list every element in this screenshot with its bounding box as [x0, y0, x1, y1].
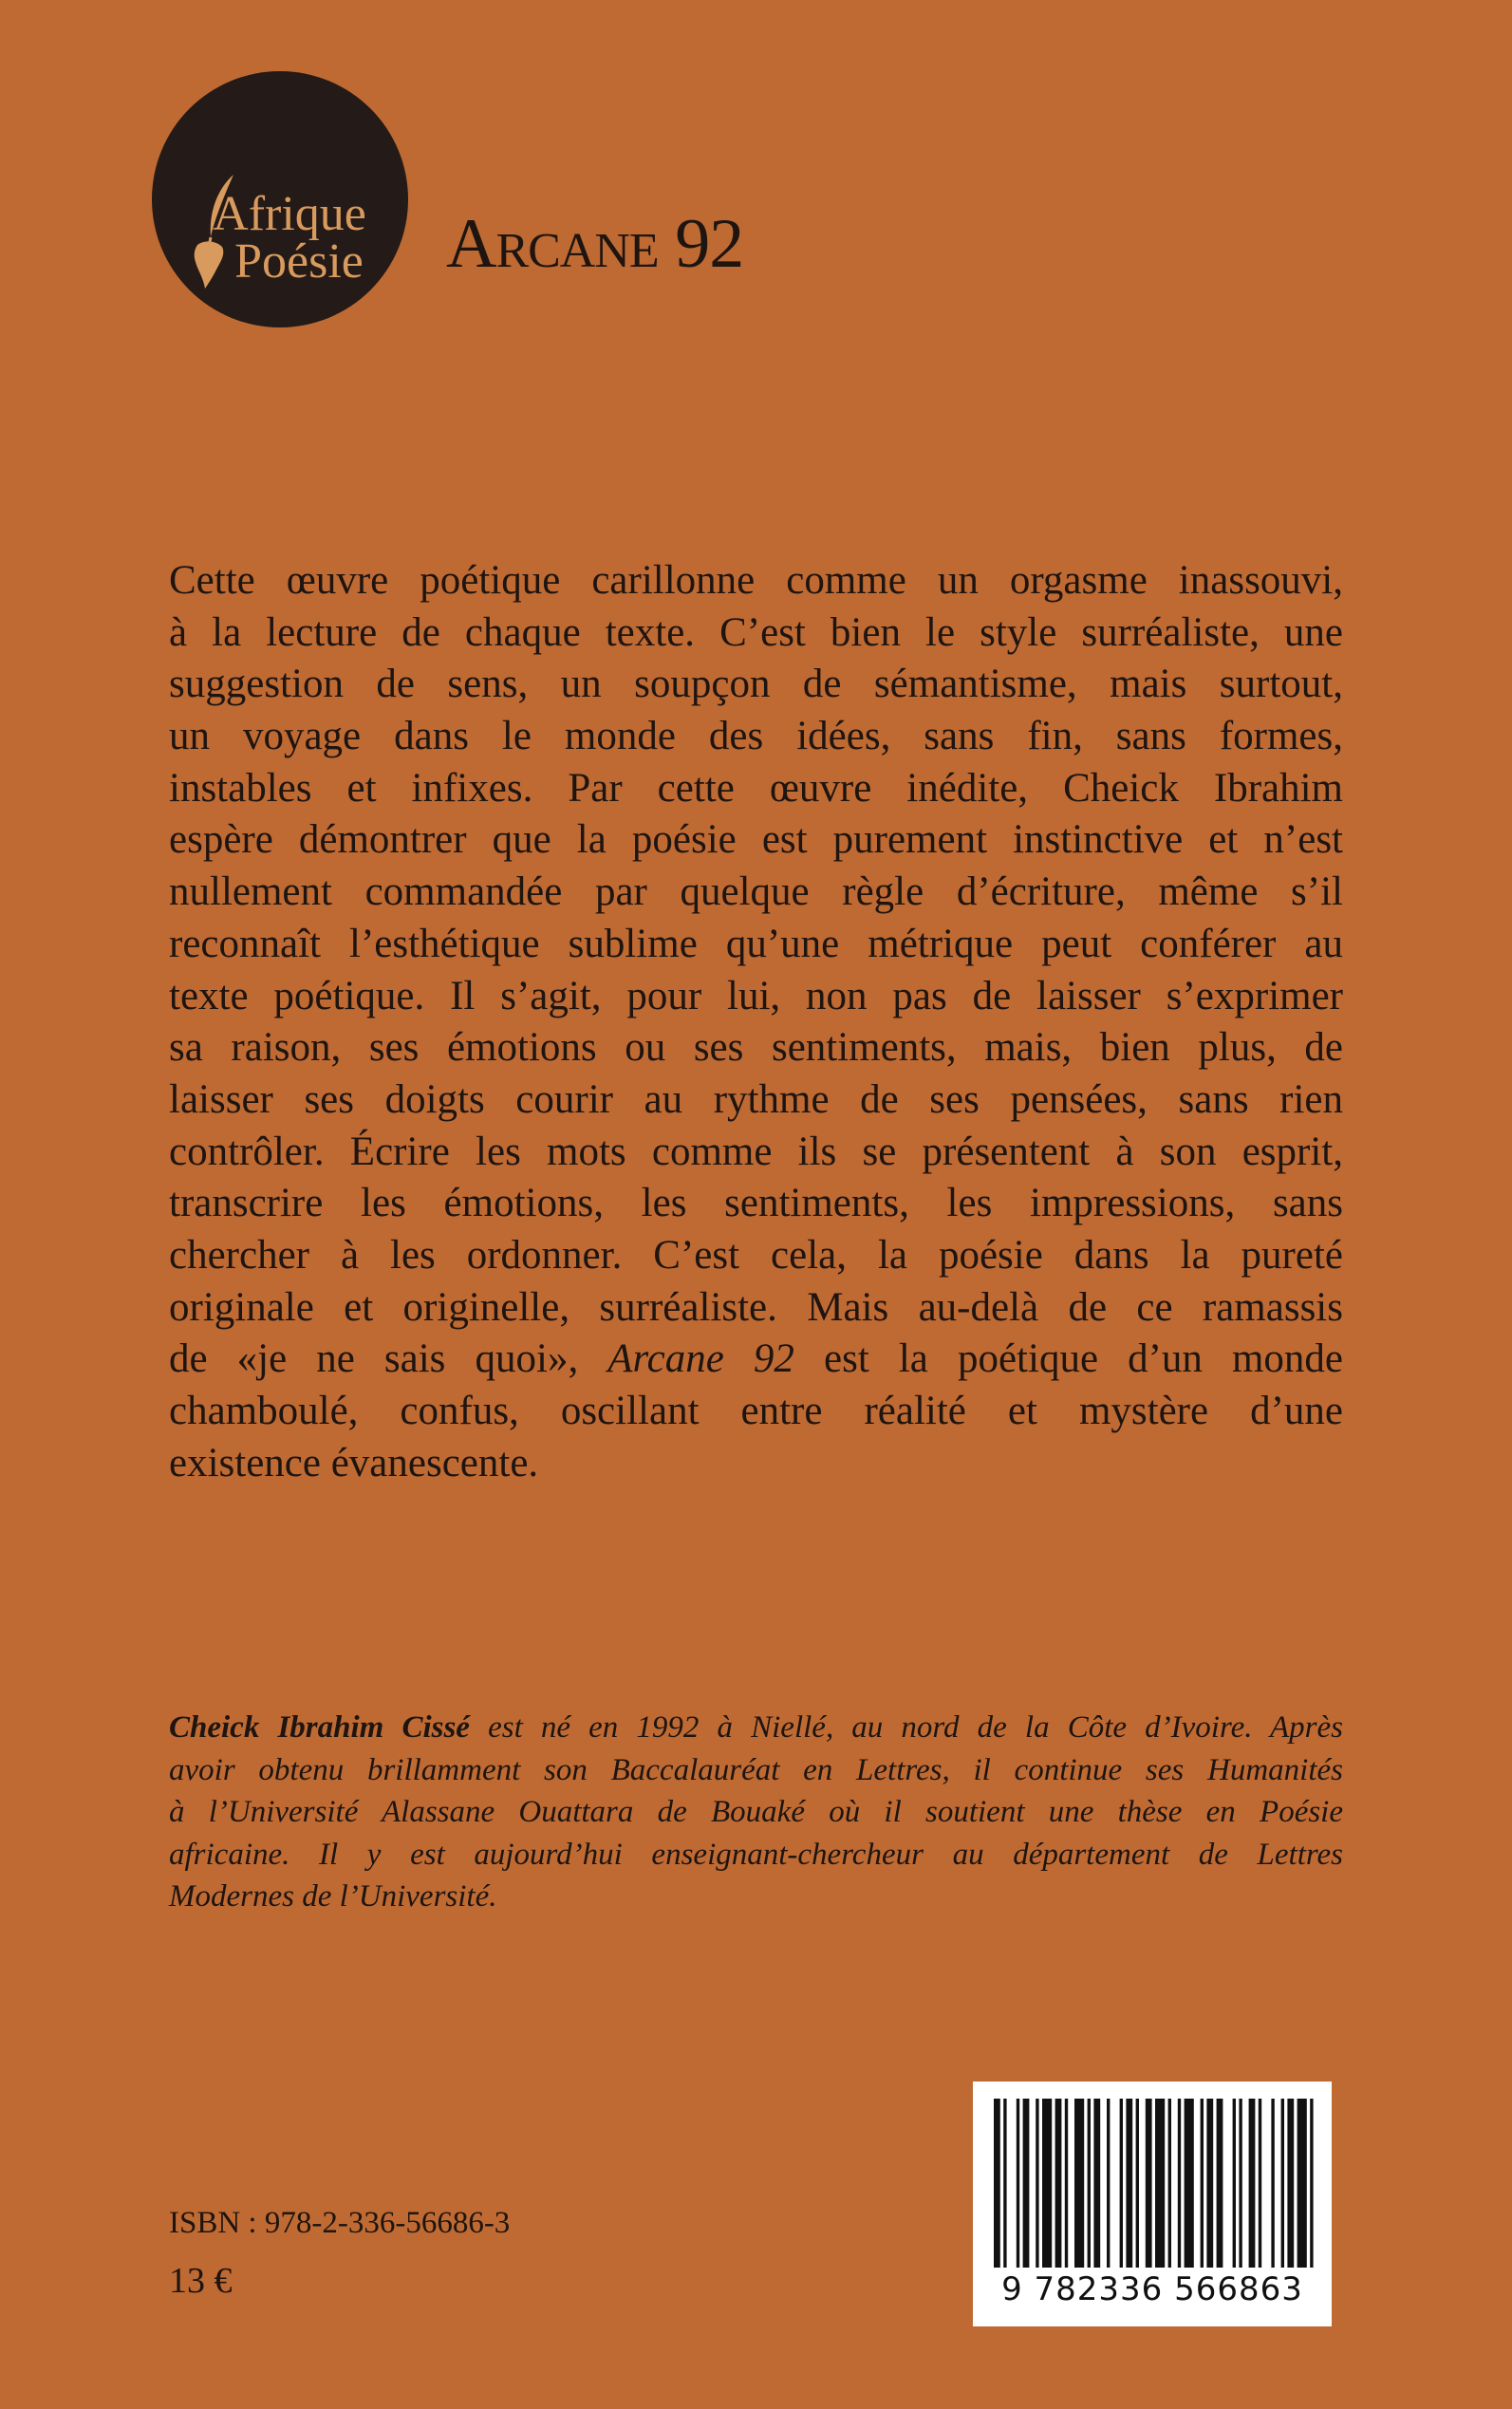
barcode-bar — [1281, 2099, 1284, 2268]
blurb-line: reconnaît l’esthétique sublime qu’une métrique peut conférer au — [169, 921, 1343, 966]
blurb-line: transcrire les émotions, les sentiments, les impressions, sans — [169, 1181, 1343, 1226]
barcode-bar — [1233, 2099, 1236, 2268]
barcode-digits: 9 782336 566863 — [1001, 2270, 1303, 2308]
bio-line: à l’Université Alassane Ouattara de Bouaké où il soutient une thèse en Poésie — [169, 1795, 1343, 1829]
barcode-bars — [973, 2082, 1332, 2271]
barcode-bar — [1249, 2099, 1256, 2268]
barcode-bar — [1178, 2099, 1181, 2268]
barcode-bar — [1271, 2099, 1274, 2268]
barcode-bar — [1201, 2099, 1204, 2268]
barcode-bar — [1074, 2099, 1084, 2268]
barcode-bar — [1107, 2099, 1110, 2268]
logo-line-poesie: Poésie — [234, 234, 364, 289]
logo-line-afrique: Afrique — [213, 187, 366, 241]
barcode-bar — [1297, 2099, 1307, 2268]
book-title — [446, 205, 744, 283]
barcode-bar — [1003, 2099, 1006, 2268]
barcode-bar — [1042, 2099, 1052, 2268]
barcode — [973, 2082, 1332, 2326]
book-title-number: 92 — [675, 205, 744, 283]
barcode-bar — [1206, 2099, 1213, 2268]
barcode-bar — [1259, 2099, 1261, 2268]
blurb-line: contrôler. Écrire les mots comme ils se présentent à son esprit, — [169, 1129, 1343, 1174]
blurb-line: sa raison, ses émotions ou ses sentiments, mais, bien plus, de — [169, 1025, 1343, 1071]
blurb-line: existence évanescente. — [169, 1440, 539, 1485]
barcode-bar — [1155, 2099, 1165, 2268]
blurb-line: instables et infixes. Par cette œuvre inédite, Cheick Ibrahim — [169, 765, 1343, 811]
barcode-bar — [1055, 2099, 1062, 2268]
barcode-bar — [1017, 2099, 1019, 2268]
barcode-bar — [1239, 2099, 1241, 2268]
barcode-bar — [1120, 2099, 1123, 2268]
barcode-bar — [994, 2099, 1000, 2268]
bio-line: africaine. Il y est aujourd’hui enseignant-chercheur au département de Lettres — [169, 1837, 1343, 1872]
barcode-bar — [1168, 2099, 1171, 2268]
author-name: Cheick Ibrahim Cissé — [169, 1710, 470, 1745]
price-text: 13 € — [169, 2261, 233, 2301]
barcode-bar — [1088, 2099, 1091, 2268]
blurb-line: à la lecture de chaque texte. C’est bien le style surréaliste, une — [169, 609, 1343, 655]
blurb-line: un voyage dans le monde des idées, sans fin, sans formes, — [169, 714, 1343, 759]
barcode-bar — [1185, 2099, 1194, 2268]
blurb-title-reference: Arcane 92 — [607, 1336, 794, 1382]
barcode-bar — [1146, 2099, 1152, 2268]
blurb-line — [169, 1334, 1343, 1386]
publisher-logo — [152, 71, 408, 327]
barcode-bar — [1310, 2099, 1313, 2268]
barcode-bar — [1287, 2099, 1294, 2268]
book-title-word: Arcane — [446, 205, 659, 283]
blurb-line: chamboulé, confus, oscillant entre réalité et mystère d’une — [169, 1389, 1343, 1433]
blurb-line: espère démontrer que la poésie est purement instinctive et n’est — [169, 817, 1343, 863]
barcode-bar — [1065, 2099, 1068, 2268]
bio-text: est né en 1992 à Niellé, au nord de la Côte d’Ivoire. Après — [488, 1710, 1343, 1745]
blurb-line: nullement commandée par quelque règle d’écriture, même s’il — [169, 869, 1343, 915]
isbn-text: ISBN : 978-2-336-56686-3 — [169, 2206, 511, 2240]
barcode-bar — [1036, 2099, 1038, 2268]
blurb-line: Cette œuvre poétique carillonne comme un orgasme inassouvi, — [169, 558, 1343, 603]
blurb-line: texte poétique. Il s’agit, pour lui, non pas de laisser s’exprimer — [169, 973, 1343, 1018]
blurb-line: laisser ses doigts courir au rythme de ses pensées, sans rien — [169, 1076, 1343, 1122]
bio-line: avoir obtenu brillamment son Baccalauréat en Lettres, il continue ses Humanités — [169, 1752, 1343, 1787]
blurb-text: est la poétique d’un monde — [824, 1336, 1344, 1382]
barcode-bar — [1126, 2099, 1132, 2268]
barcode-bar — [1136, 2099, 1139, 2268]
blurb-line: chercher à les ordonner. C’est cela, la poésie dans la pureté — [169, 1232, 1343, 1278]
bio-line — [169, 1707, 1343, 1749]
back-cover-blurb — [169, 555, 1343, 1489]
barcode-bar — [1093, 2099, 1100, 2268]
blurb-line: suggestion de sens, un soupçon de sémantisme, mais surtout, — [169, 662, 1343, 707]
bio-line: Modernes de l’Université. — [169, 1879, 497, 1914]
author-bio — [169, 1707, 1343, 1918]
barcode-bar — [1023, 2099, 1030, 2268]
barcode-bar — [1217, 2099, 1223, 2268]
blurb-line: originale et originelle, surréaliste. Mais au-delà de ce ramassis — [169, 1284, 1343, 1330]
blurb-text: de «je ne sais quoi», — [169, 1336, 579, 1382]
